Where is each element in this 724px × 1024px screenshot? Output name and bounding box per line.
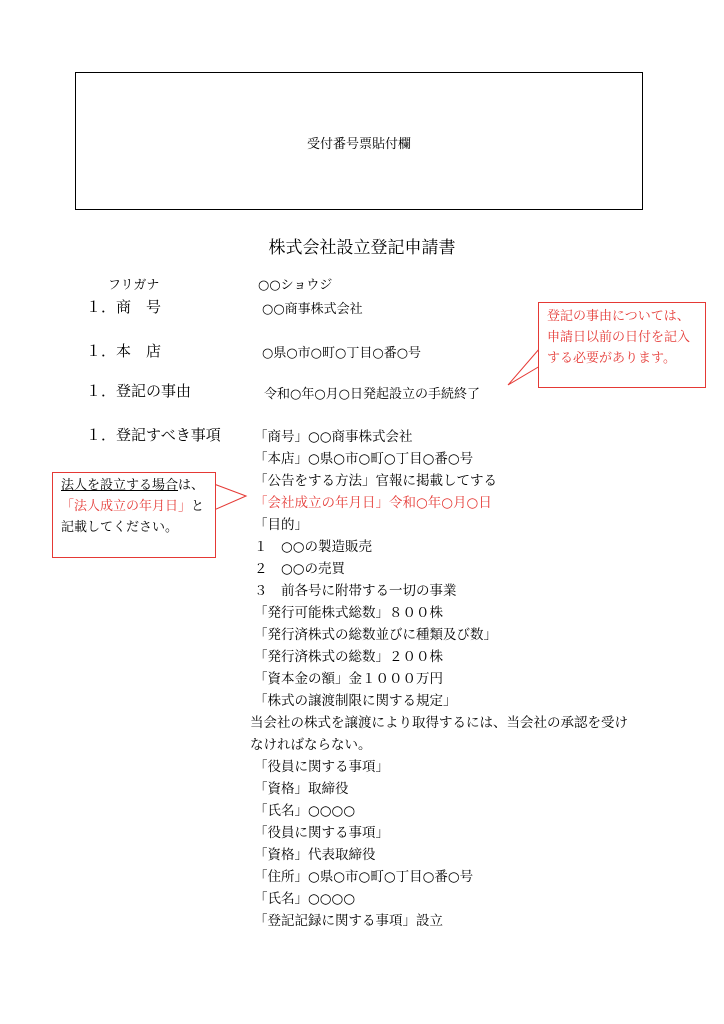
registration-line: １ ○○の製造販売	[254, 539, 373, 555]
registration-line: 「目的」	[254, 517, 308, 533]
callout-reason-note: 登記の事由については、申請日以前の日付を記入する必要があります。	[538, 302, 706, 388]
callout-establishment-note	[52, 472, 216, 558]
registration-line: 「氏名」○○○○	[254, 803, 356, 819]
item-label-registration-matters: １．登記すべき事項	[86, 426, 221, 444]
furigana-label: フリガナ	[108, 278, 160, 293]
item-label-trade-name: １．商 号	[86, 298, 162, 316]
registration-line: ２ ○○の売買	[254, 561, 346, 577]
registration-line: 「発行可能株式総数」８００株	[254, 605, 443, 621]
registration-line: 「公告をする方法」官報に掲載してする	[254, 473, 497, 489]
registration-line: なければならない。	[250, 737, 372, 753]
registration-line: 「発行済株式の総数並びに種類及び数」	[254, 627, 497, 643]
item-value-trade-name: ○○商事株式会社	[262, 302, 363, 317]
callout-right-pointer	[508, 348, 540, 385]
registration-line: ３ 前各号に附帯する一切の事業	[254, 583, 457, 599]
registration-line: 「登記記録に関する事項」設立	[254, 913, 443, 929]
receipt-stamp-label: 受付番号票貼付欄	[306, 137, 411, 152]
registration-line: 「商号」○○商事株式会社	[254, 429, 413, 445]
registration-line: 「役員に関する事項」	[254, 825, 389, 841]
callout-underlined-text: 法人を設立する場合	[61, 478, 179, 493]
registration-line: 当会社の株式を譲渡により取得するには、当会社の承認を受け	[250, 715, 628, 731]
registration-line: 「資格」代表取締役	[254, 847, 376, 863]
registration-line: 「本店」○県○市○町○丁目○番○号	[254, 451, 474, 467]
registration-line: 「役員に関する事項」	[254, 759, 389, 775]
registration-line: 「氏名」○○○○	[254, 891, 356, 907]
registration-line: 「資格」取締役	[254, 781, 349, 797]
registration-line: 「株式の譲渡制限に関する規定」	[254, 693, 457, 709]
item-label-head-office: １．本 店	[86, 342, 162, 360]
registration-line: 「発行済株式の総数」２００株	[254, 649, 443, 665]
registration-line: 「資本金の額」金１０００万円	[254, 671, 443, 687]
registration-line-highlight: 「会社成立の年月日」令和○年○月○日	[254, 495, 492, 511]
registration-line: 「住所」○県○市○町○丁目○番○号	[254, 869, 474, 885]
callout-highlight-text: 「法人成立の年月日」	[61, 499, 192, 514]
document-title: 株式会社設立登記申請書	[268, 238, 456, 258]
item-label-reason: １．登記の事由	[86, 382, 192, 400]
callout-left-pointer	[214, 484, 246, 510]
callout-text-1: は、	[178, 478, 205, 493]
item-value-head-office: ○県○市○町○丁目○番○号	[262, 346, 422, 361]
callout-text-2: と記載してください。	[61, 499, 205, 535]
item-value-reason: 令和○年○月○日発起設立の手続終了	[264, 387, 481, 402]
furigana-value: ○○ショウジ	[258, 278, 333, 293]
